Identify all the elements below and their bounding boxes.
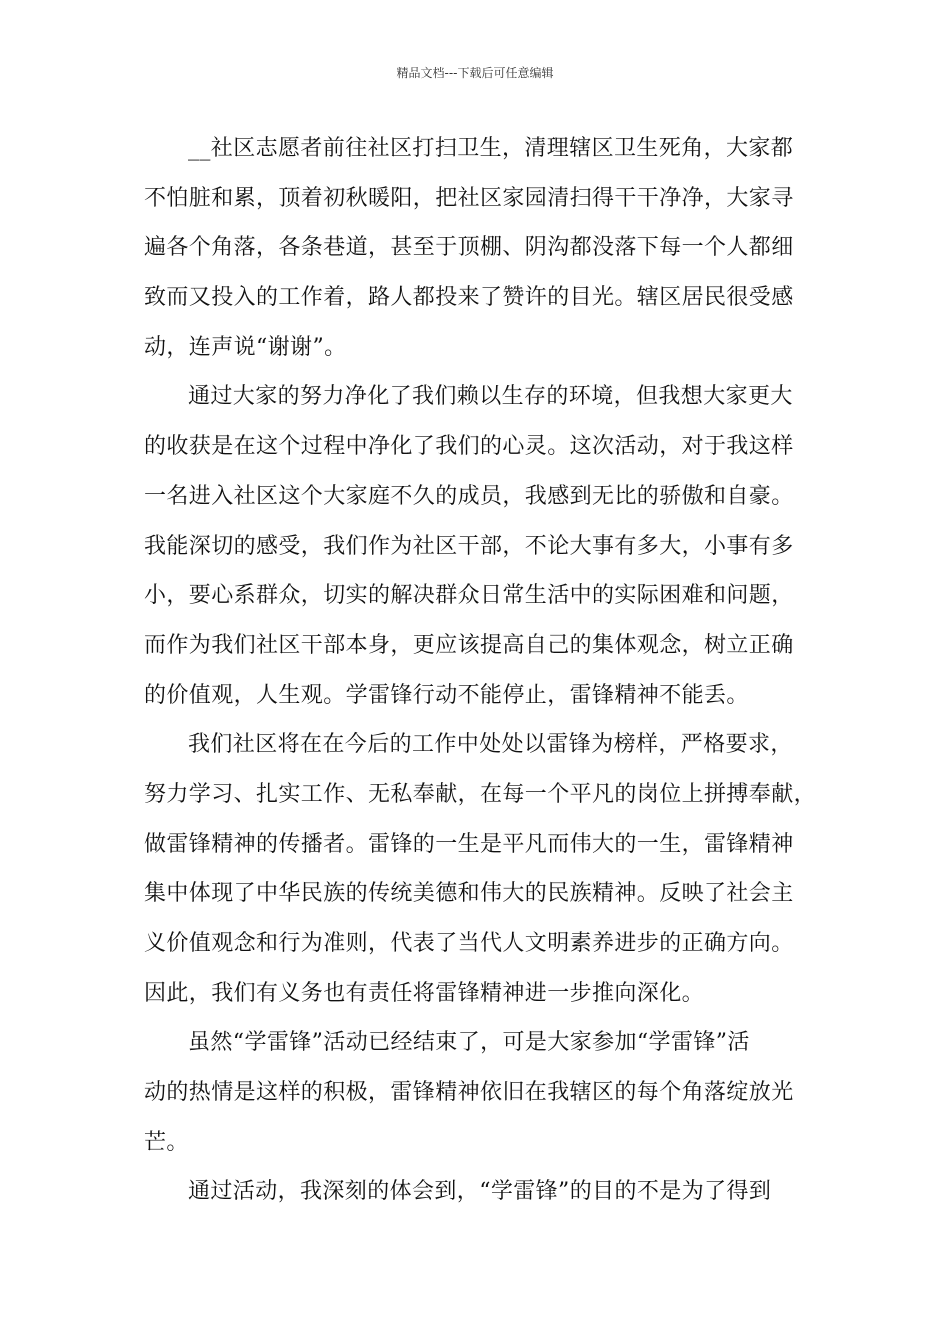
text-line: 因此，我们有义务也有责任将雷锋精神进一步推向深化。 (144, 980, 705, 1006)
text-line: 通过活动，我深刻的体会到，“学雷锋”的目的不是为了得到 (188, 1179, 772, 1205)
text-line: 的收获是在这个过程中净化了我们的心灵。这次活动，对于我这样 (144, 434, 794, 460)
text-line: 致而又投入的工作着，路人都投来了赞许的目光。辖区居民很受感 (144, 285, 794, 311)
text-line: 通过大家的努力净化了我们赖以生存的环境，但我想大家更大 (188, 384, 793, 410)
text-line: 不怕脏和累，顶着初秋暖阳，把社区家园清扫得干干净净，大家寻 (144, 185, 794, 211)
text-line: __社区志愿者前往社区打扫卫生，清理辖区卫生死角，大家都 (188, 136, 794, 161)
page-header: 精品文档---下载后可任意编辑 (396, 66, 554, 80)
document-body (144, 124, 817, 1217)
text-line: 集中体现了中华民族的传统美德和伟大的民族精神。反映了社会主 (144, 881, 794, 907)
text-line: 虽然“学雷锋”活动已经结束了，可是大家参加“学雷锋”活 (188, 1030, 750, 1056)
text-line: 义价值观念和行为准则，代表了当代人文明素养进步的正确方向。 (144, 931, 794, 956)
text-line: 动的热情是这样的积极，雷锋精神依旧在我辖区的每个角落绽放光 (144, 1080, 794, 1106)
text-line: 芒。 (144, 1129, 189, 1155)
text-line: 遍各个角落，各条巷道，甚至于顶棚、阴沟都没落下每一个人都细 (144, 235, 794, 261)
paragraph (144, 1018, 808, 1167)
paragraph (144, 1167, 808, 1217)
paragraph (144, 124, 808, 372)
text-line: 的价值观，人生观。学雷锋行动不能停止，雷锋精神不能丢。 (144, 682, 749, 708)
text-line: 我们社区将在在今后的工作中处处以雷锋为榜样，严格要求， (188, 732, 793, 758)
text-line: 做雷锋精神的传播者。雷锋的一生是平凡而伟大的一生，雷锋精神 (144, 831, 794, 857)
text-line: 我能深切的感受，我们作为社区干部，不论大事有多大，小事有多 (144, 533, 794, 559)
text-line: 一名进入社区这个大家庭不久的成员，我感到无比的骄傲和自豪。 (144, 483, 794, 509)
text-line: 而作为我们社区干部本身，更应该提高自己的集体观念，树立正确 (144, 632, 794, 658)
paragraph (144, 372, 808, 720)
paragraph (144, 720, 817, 1018)
text-line: 动，连声说“谢谢”。 (144, 334, 347, 360)
text-line: 小，要心系群众，切实的解决群众日常生活中的实际困难和问题， (144, 583, 794, 609)
text-line: 努力学习、扎实工作、无私奉献，在每一个平凡的岗位上拼搏奉献， (144, 781, 817, 807)
